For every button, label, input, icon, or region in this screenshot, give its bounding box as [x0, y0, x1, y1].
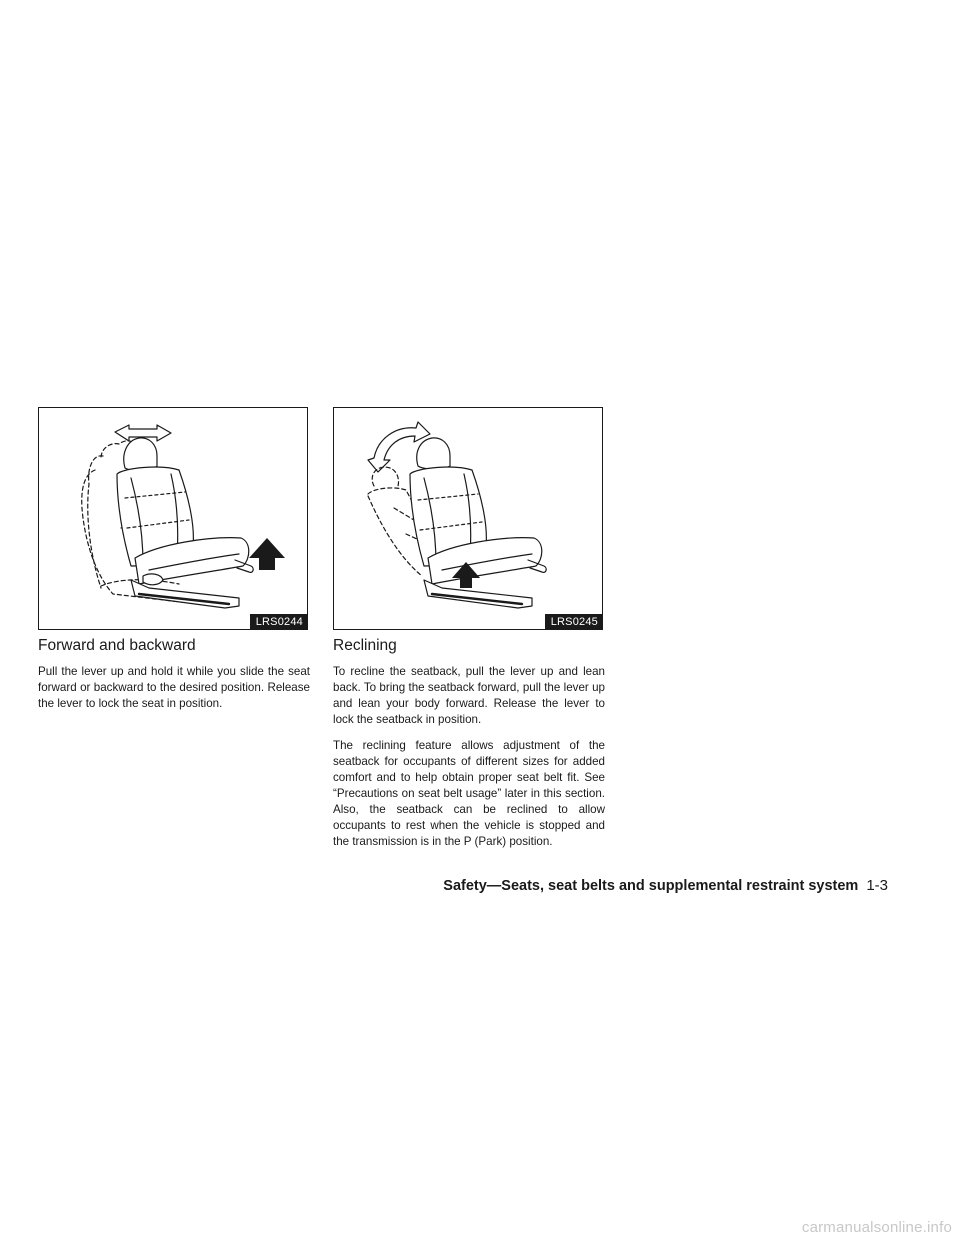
figure-code: LRS0244: [250, 614, 307, 629]
seat-slide-illustration: [39, 408, 307, 629]
figure-reclining: [333, 407, 603, 630]
headrest: [124, 438, 157, 470]
paragraph: To recline the seatback, pull the lever up and lean back. To bring the seatback forward, pull the lever up and lean your body forward. Release the lever to lock the seatback in position.: [333, 665, 605, 726]
headrest: [417, 438, 450, 469]
page-footer: [443, 877, 888, 894]
figure-code: LRS0245: [545, 614, 602, 629]
paragraph: Pull the lever up and hold it while you slide the seat forward or backward to the desired position. Release the lever to lock the seat in position.: [38, 665, 310, 710]
watermark: carmanualsonline.info: [801, 1219, 952, 1236]
lever-up-arrow-icon: [249, 538, 285, 570]
chapter-title: Safety—Seats, seat belts and supplemental restraint system: [443, 878, 859, 894]
paragraph: The reclining feature allows adjustment of the seatback for occupants of different sizes for added comfort and to help obtain proper seat belt fit. See “Precautions on seat belt usage” later in this section. Also, the seatback can be reclined to allow occupants to rest when the vehicle is stopped and the transmission is in the P (Park) position.: [333, 739, 605, 848]
figure-forward-backward: [38, 407, 308, 630]
section-heading: Reclining: [333, 637, 397, 654]
section-heading: Forward and backward: [38, 637, 196, 654]
section-forward-backward: [38, 636, 310, 722]
seat-recline-illustration: [334, 408, 602, 629]
page-number: 1-3: [866, 877, 888, 894]
section-reclining: [333, 636, 605, 860]
